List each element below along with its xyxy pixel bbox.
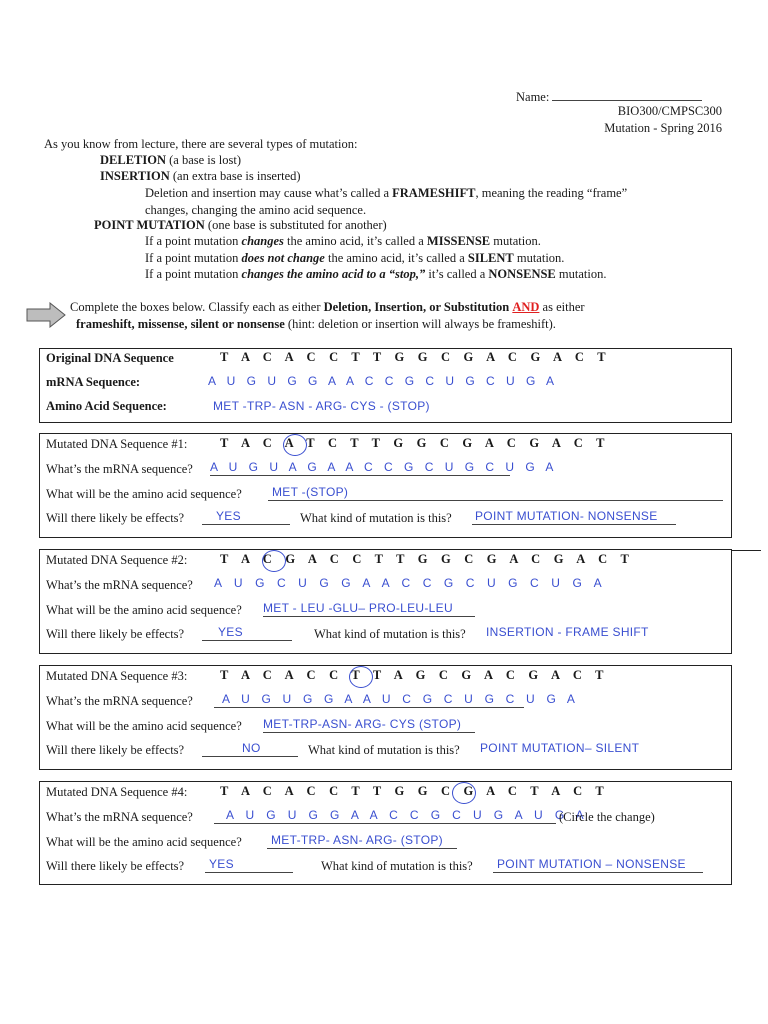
instructions-line-2: frameshift, missense, silent or nonsense (hint: deletion or insertion will always be frameshift). <box>76 317 556 331</box>
kind-question: What kind of mutation is this? <box>321 859 473 873</box>
mrna-question: What’s the mRNA sequence? <box>46 462 193 476</box>
original-aa-label: Amino Acid Sequence: <box>46 399 167 413</box>
mutation-4-aa-answer[interactable]: MET-TRP- ASN- ARG- (STOP) <box>267 833 457 849</box>
mrna-question: What’s the mRNA sequence? <box>46 694 193 708</box>
original-aa: MET -TRP- ASN - ARG- CYS - (STOP) <box>213 399 430 413</box>
mutation-2-kind-answer[interactable]: INSERTION - FRAME SHIFT <box>486 625 649 639</box>
mutation-1-change-circle <box>283 434 307 456</box>
frameshift-def-1: Deletion and insertion may cause what’s called a FRAMESHIFT, meaning the reading “frame” <box>145 186 628 200</box>
mutation-2-label: Mutated DNA Sequence #2: <box>46 553 188 567</box>
mutation-4-change-circle <box>452 782 476 804</box>
course-code: BIO300/CMPSC300 <box>617 104 722 118</box>
original-dna-label: Original DNA Sequence <box>46 351 174 365</box>
mrna-question: What’s the mRNA sequence? <box>46 578 193 592</box>
original-sequence-box <box>39 348 732 423</box>
mutation-1-label: Mutated DNA Sequence #1: <box>46 437 188 451</box>
mutation-1-aa-answer[interactable]: MET -(STOP) <box>268 485 723 501</box>
kind-question: What kind of mutation is this? <box>300 511 452 525</box>
effects-question: Will there likely be effects? <box>46 627 185 641</box>
mutation-2-box <box>39 549 732 654</box>
mutation-3-mrna-answer[interactable]: A U G U G G A A U C G C U G C U G A <box>214 692 524 708</box>
mutation-2-mrna-answer[interactable]: A U G C U G G A A C C G C U G C U G A <box>214 576 607 590</box>
mutation-4-kind-answer[interactable]: POINT MUTATION – NONSENSE <box>493 857 703 873</box>
frameshift-def-2: changes, changing the amino acid sequence. <box>145 203 367 217</box>
box-edge-extension <box>731 550 761 551</box>
mutation-2-dna: T A C G A C C T T G G C G A C G A C T <box>220 552 635 566</box>
missense-def: If a point mutation changes the amino acid, it’s called a MISSENSE mutation. <box>145 234 541 248</box>
effects-question: Will there likely be effects? <box>46 743 185 757</box>
mrna-question: What’s the mRNA sequence? <box>46 810 193 824</box>
silent-def: If a point mutation does not change the amino acid, it’s called a SILENT mutation. <box>145 251 565 265</box>
mutation-1-box <box>39 433 732 538</box>
mutation-3-kind-answer[interactable]: POINT MUTATION– SILENT <box>480 741 640 755</box>
effects-question: Will there likely be effects? <box>46 511 185 525</box>
mutation-2-change-circle <box>262 550 286 572</box>
name-blank <box>552 88 702 101</box>
instructions-line-1: Complete the boxes below. Classify each as either Deletion, Insertion, or Substitution AND as either <box>70 300 585 314</box>
mutation-4-dna: T A C A C C T T G G C G A C T A C T <box>220 784 609 798</box>
insertion-def: INSERTION (an extra base is inserted) <box>100 169 301 183</box>
kind-question: What kind of mutation is this? <box>308 743 460 757</box>
effects-question: Will there likely be effects? <box>46 859 185 873</box>
aa-question: What will be the amino acid sequence? <box>46 603 242 617</box>
mutation-3-aa-answer[interactable]: MET-TRP-ASN- ARG- CYS (STOP) <box>263 717 475 733</box>
original-mrna-label: mRNA Sequence: <box>46 375 141 389</box>
original-mrna: A U G U G G A A C C G C U G C U G A <box>208 374 559 388</box>
mutation-4-effects-answer[interactable]: YES <box>205 857 293 873</box>
mutation-3-dna: T A C A C C T T A G C G A C G A C T <box>220 668 609 682</box>
aa-question: What will be the amino acid sequence? <box>46 719 242 733</box>
mutation-1-dna: T A C A T C T T G G C G A C G A C T <box>220 436 610 450</box>
deletion-def: DELETION (a base is lost) <box>100 153 241 167</box>
mutation-4-box <box>39 781 732 885</box>
mutation-1-mrna-answer[interactable]: A U G U A G A A C C G C U G C U G A <box>210 460 558 474</box>
mutation-3-label: Mutated DNA Sequence #3: <box>46 669 188 683</box>
aa-question: What will be the amino acid sequence? <box>46 835 242 849</box>
mutation-3-effects-answer[interactable]: NO <box>202 741 298 757</box>
mutation-4-label: Mutated DNA Sequence #4: <box>46 785 188 799</box>
mutation-1-kind-answer[interactable]: POINT MUTATION- NONSENSE <box>472 509 676 525</box>
name-field[interactable]: Name: <box>516 88 702 105</box>
mutation-2-effects-answer[interactable]: YES <box>202 625 292 641</box>
nonsense-def: If a point mutation changes the amino acid to a “stop,” it’s called a NONSENSE mutation. <box>145 267 607 281</box>
worksheet-title: Mutation - Spring 2016 <box>604 121 722 135</box>
intro-lead: As you know from lecture, there are several types of mutation: <box>44 137 358 151</box>
mutation-3-change-circle <box>349 666 373 688</box>
point-mutation-def: POINT MUTATION (one base is substituted for another) <box>94 218 387 232</box>
kind-question: What kind of mutation is this? <box>314 627 466 641</box>
mutation-4-mrna-answer[interactable]: A U G U G G A A C C G C U G A U G A <box>214 808 556 824</box>
mutation-3-box <box>39 665 732 770</box>
aa-question: What will be the amino acid sequence? <box>46 487 242 501</box>
mutation-2-aa-answer[interactable]: MET - LEU -GLU– PRO-LEU-LEU <box>263 601 475 617</box>
arrow-right-icon <box>26 302 66 328</box>
circle-note: (Circle the change) <box>559 810 655 824</box>
original-dna: T A C A C C T T G G C G A C G A C T <box>220 350 611 364</box>
mutation-1-effects-answer[interactable]: YES <box>202 509 290 525</box>
